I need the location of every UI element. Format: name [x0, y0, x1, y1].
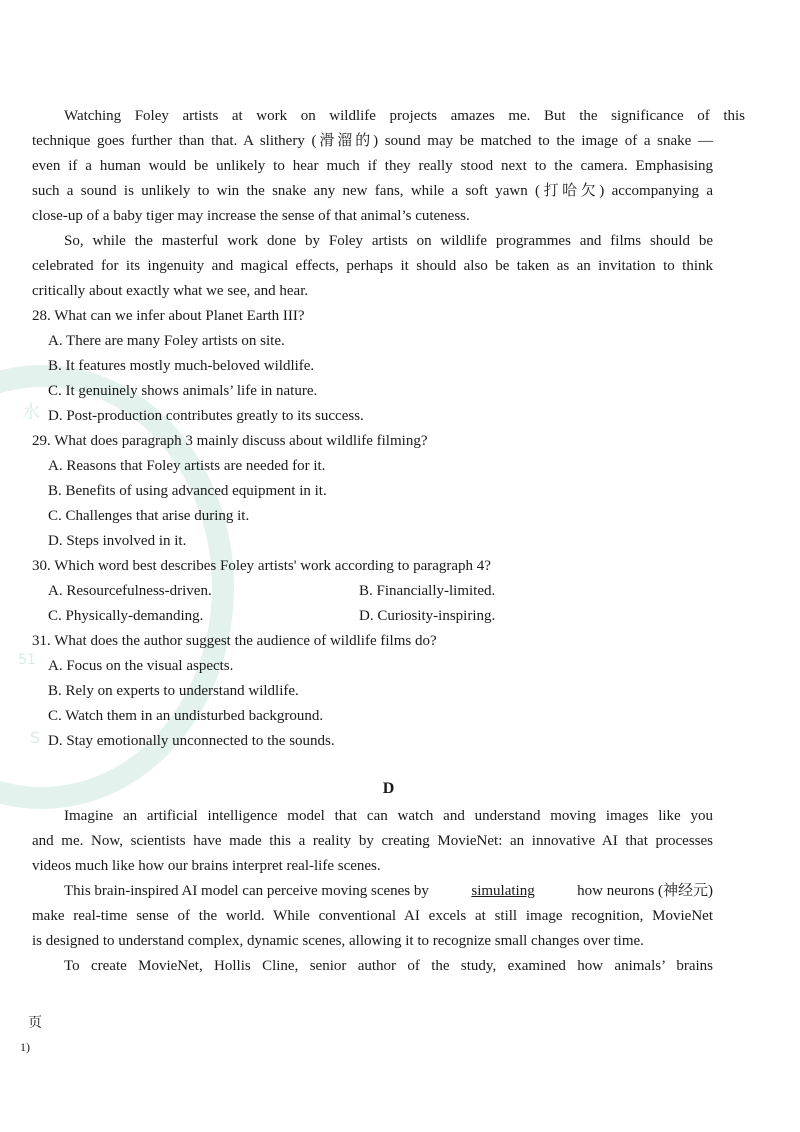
answer-option[interactable]: B. Rely on experts to understand wildlife.: [48, 683, 299, 699]
answer-option[interactable]: B. Benefits of using advanced equipment in it.: [48, 483, 327, 499]
paragraph-line: critically about exactly what we see, and hear.: [32, 283, 309, 299]
answer-option[interactable]: B. It features mostly much-beloved wildlife.: [48, 358, 315, 374]
answer-option[interactable]: D. Curiosity-inspiring.: [359, 608, 496, 624]
paragraph-line: celebrated for its ingenuity and magical effects, perhaps it should also be taken as an invitation to think: [32, 258, 713, 274]
paragraph-line: technique goes further than that. A slithery (滑溜的) sound may be matched to the image of a snake —: [32, 133, 713, 149]
question-stem: 31. What does the author suggest the audience of wildlife films do?: [32, 633, 437, 649]
answer-option[interactable]: A. Reasons that Foley artists are needed for it.: [48, 458, 326, 474]
answer-option[interactable]: C. It genuinely shows animals’ life in nature.: [48, 383, 318, 399]
answer-option[interactable]: D. Steps involved in it.: [48, 533, 187, 549]
answer-option[interactable]: C. Physically-demanding.: [48, 608, 204, 624]
watermark-char: 水: [22, 402, 40, 423]
page-number: 1): [20, 1040, 30, 1054]
paragraph-line: close-up of a baby tiger may increase the sense of that animal’s cuteness.: [32, 208, 470, 224]
page-label: 页: [28, 1016, 42, 1031]
answer-option[interactable]: D. Post-production contributes greatly to its success.: [48, 408, 364, 424]
answer-option[interactable]: A. There are many Foley artists on site.: [48, 333, 285, 349]
text-run: how neurons (神经元): [577, 883, 713, 899]
paragraph-line: make real-time sense of the world. While conventional AI excels at still image recognition, MovieNet: [32, 908, 713, 924]
paragraph-line: [64, 881, 713, 901]
paragraph-line: To create MovieNet, Hollis Cline, senior author of the study, examined how animals’ brains: [64, 958, 713, 974]
question-stem: 30. Which word best describes Foley artists' work according to paragraph 4?: [32, 558, 491, 574]
answer-option[interactable]: A. Focus on the visual aspects.: [48, 658, 234, 674]
paragraph-line: Watching Foley artists at work on wildlife projects amazes me. But the significance of this: [64, 108, 745, 124]
answer-option[interactable]: A. Resourcefulness-driven.: [48, 583, 212, 599]
paragraph-line: is designed to understand complex, dynamic scenes, allowing it to recognize small changes over time.: [32, 933, 644, 949]
watermark-char: 51: [18, 652, 36, 668]
paragraph-line: So, while the masterful work done by Foley artists on wildlife programmes and films should be: [64, 233, 713, 249]
underlined-word: simulating: [471, 883, 535, 899]
answer-option[interactable]: D. Stay emotionally unconnected to the sounds.: [48, 733, 335, 749]
answer-option[interactable]: C. Watch them in an undisturbed background.: [48, 708, 324, 724]
paragraph-line: and me. Now, scientists have made this a reality by creating MovieNet: an innovative AI that processes: [32, 833, 713, 849]
paragraph-line: Imagine an artificial intelligence model that can watch and understand moving images like you: [64, 808, 713, 824]
paragraph-line: videos much like how our brains interpret real-life scenes.: [32, 858, 381, 874]
question-stem: 29. What does paragraph 3 mainly discuss about wildlife filming?: [32, 433, 428, 449]
section-heading: D: [382, 780, 395, 797]
text-run: This brain-inspired AI model can perceive moving scenes by: [64, 883, 429, 899]
watermark-char: S: [30, 728, 41, 747]
paragraph-line: such a sound is unlikely to win the snake any new fans, while a soft yawn (打哈欠) accompanying a: [32, 183, 713, 199]
answer-option[interactable]: B. Financially-limited.: [359, 583, 496, 599]
paragraph-line: even if a human would be unlikely to hear much if they really stood next to the camera. Emphasising: [32, 158, 713, 174]
answer-option[interactable]: C. Challenges that arise during it.: [48, 508, 250, 524]
question-stem: 28. What can we infer about Planet Earth III?: [32, 308, 305, 324]
